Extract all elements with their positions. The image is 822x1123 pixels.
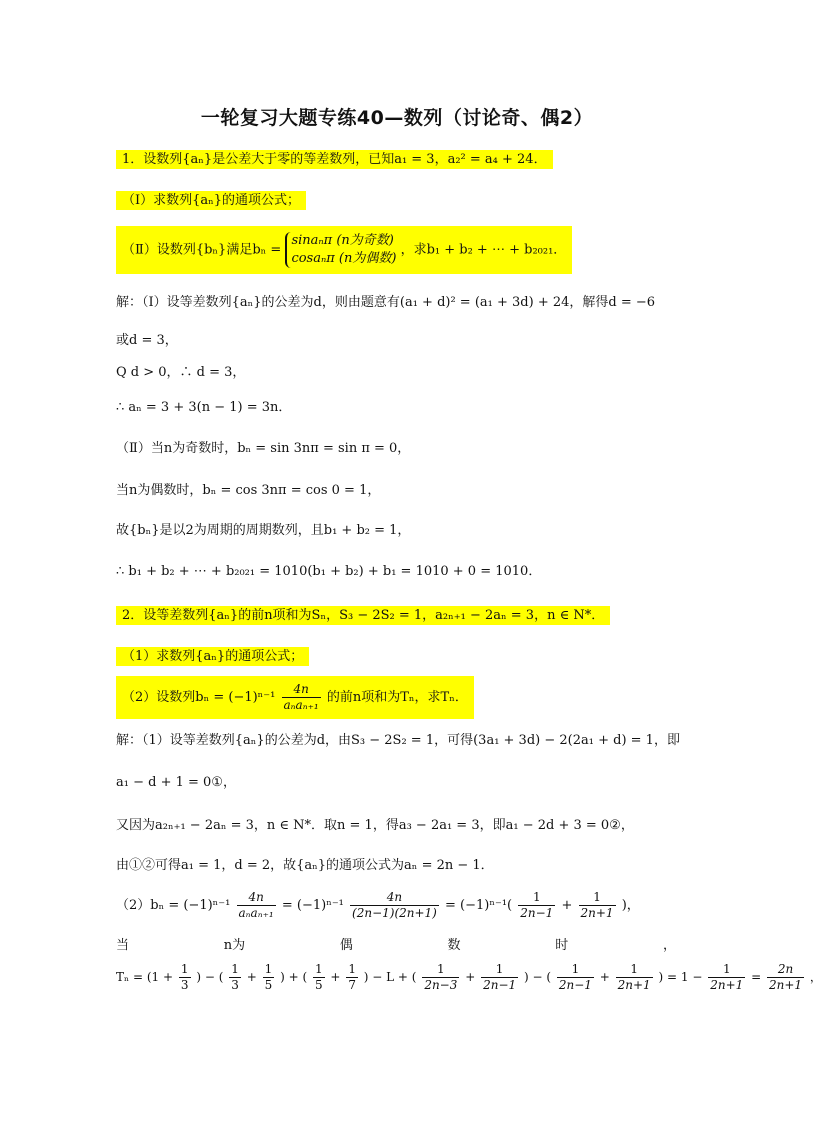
tn-frac-1-den: 3 <box>180 978 189 992</box>
tn-part-2: ) − ( <box>196 970 224 984</box>
tn-frac-9-num: 1 <box>616 962 653 978</box>
q2-sol2-frac4-num: 1 <box>579 890 616 906</box>
q2-sol2-mid2: = (−1)ⁿ⁻¹( <box>445 898 513 913</box>
q2-part2-den: aₙaₙ₊₁ <box>283 698 319 712</box>
q2-sol2-frac2-num: 4n <box>350 890 439 906</box>
q2-part2-prefix: （2）设数列bₙ = (−1)ⁿ⁻¹ <box>122 690 276 705</box>
q1-solution-line-4: ∴ aₙ = 3 + 3(n − 1) = 3n． <box>116 400 292 415</box>
tn-frac-7 <box>481 962 518 993</box>
tn-part-5: + <box>330 970 341 984</box>
q2-sol2-mid1: = (−1)ⁿ⁻¹ <box>281 898 344 913</box>
tn-part-12: ， <box>809 970 822 984</box>
q2-sol2-frac4 <box>579 890 616 921</box>
q2-even-case-line <box>116 935 676 957</box>
even-word-6: ， <box>662 938 676 953</box>
q2-sol2-plus: + <box>561 898 573 913</box>
tn-part-7: + <box>465 970 476 984</box>
q1-stem-text: 1．设数列{aₙ}是公差大于零的等差数列，已知a₁ = 3，a₂² = a₄ + 24． <box>116 150 553 169</box>
tn-part-9: + <box>599 970 610 984</box>
q1-solution-line-1: 解：（Ⅰ）设等差数列{aₙ}的公差为d，则由题意有(a₁ + d)² = (a₁ + 3d) + 24，解得d = −6 <box>116 295 656 310</box>
q2-sol2-end: )， <box>621 898 640 913</box>
q1-case-odd: sinaₙπ (n为奇数) <box>291 233 394 248</box>
even-word-1: 当 <box>116 938 130 953</box>
even-word-4: 数 <box>447 938 461 953</box>
tn-frac-9-den: 2n+1 <box>617 978 651 992</box>
q2-sol2-prefix: （2）bₙ = (−1)ⁿ⁻¹ <box>116 898 231 913</box>
q2-part1 <box>116 646 309 668</box>
q2-solution-part2 <box>116 890 640 921</box>
q2-sol2-frac4-den: 2n+1 <box>580 906 614 920</box>
q1-part2-suffix: ，求b₁ + b₂ + ⋯ + b₂₀₂₁． <box>400 242 567 258</box>
q1-solution-line-8: ∴ b₁ + b₂ + ⋯ + b₂₀₂₁ = 1010(b₁ + b₂) + b₁ = 1010 + 0 = 1010． <box>116 564 542 579</box>
tn-frac-3 <box>263 962 275 993</box>
q2-solution-line-2: a₁ − d + 1 = 0①， <box>116 775 236 790</box>
q2-part2-suffix: 的前n项和为Tₙ，求Tₙ． <box>326 690 468 705</box>
q2-tn-line <box>116 962 822 993</box>
tn-part-11: = <box>751 970 762 984</box>
q2-stem <box>116 605 610 627</box>
tn-frac-5-num: 1 <box>348 962 356 976</box>
even-word-2: n为 <box>223 938 246 953</box>
q2-part1-text: （1）求数列{aₙ}的通项公式； <box>116 647 309 666</box>
q2-stem-text: 2．设等差数列{aₙ}的前n项和为Sₙ，S₃ − 2S₂ = 1，a₂ₙ₊₁ − 2aₙ = 3，n ∈ N*． <box>116 606 610 625</box>
tn-frac-4-den: 5 <box>314 978 323 992</box>
q1-part1 <box>116 190 306 212</box>
tn-frac-6 <box>422 962 459 993</box>
q2-solution-line-3: 又因为a₂ₙ₊₁ − 2aₙ = 3，n ∈ N*．取n = 1，得a₃ − 2a₁ = 3，即a₁ − 2d + 3 = 0②， <box>116 818 634 833</box>
even-word-3: 偶 <box>339 938 353 953</box>
q2-sol2-frac1-den: aₙaₙ₊₁ <box>238 906 274 920</box>
tn-frac-2 <box>229 962 241 993</box>
tn-frac-5 <box>346 962 358 993</box>
q2-sol2-frac2-den: (2n−1)(2n+1) <box>352 906 437 920</box>
tn-part-8: ) − ( <box>523 970 552 984</box>
tn-frac-11-den: 2n+1 <box>769 978 803 992</box>
tn-part-1: Tₙ = (1 + <box>116 970 174 984</box>
q2-part2-box <box>116 676 474 719</box>
tn-frac-7-den: 2n−1 <box>483 978 517 992</box>
tn-frac-4-num: 1 <box>314 962 323 976</box>
q1-solution-line-7: 故{bₙ}是以2为周期的周期数列，且b₁ + b₂ = 1， <box>116 523 411 538</box>
tn-part-10: ) = 1 − <box>658 970 703 984</box>
q2-part2-num: 4n <box>282 682 321 698</box>
tn-frac-11-num: 2n <box>767 962 804 978</box>
q2-sol2-frac3 <box>518 890 555 921</box>
q2-sol2-frac3-num: 1 <box>518 890 555 906</box>
tn-frac-11 <box>767 962 804 993</box>
tn-part-4: ) + ( <box>280 970 308 984</box>
q1-part2-prefix: （Ⅱ）设数列{bₙ}满足bₙ = <box>122 242 282 258</box>
tn-frac-6-den: 2n−3 <box>424 978 458 992</box>
tn-frac-1 <box>179 962 191 993</box>
even-word-5: 时 <box>555 938 569 953</box>
tn-frac-3-num: 1 <box>264 962 273 976</box>
q1-part2 <box>116 226 572 274</box>
tn-frac-2-den: 3 <box>231 978 239 992</box>
q1-solution-line-2: 或d = 3， <box>116 333 178 348</box>
q1-solution-line-5: （Ⅱ）当n为奇数时，bₙ = sin 3nπ = sin π = 0， <box>116 441 411 456</box>
tn-frac-6-num: 1 <box>422 962 459 978</box>
tn-frac-8 <box>557 962 594 993</box>
q2-solution-line-1: 解：（1）设等差数列{aₙ}的公差为d，由S₃ − 2S₂ = 1，可得(3a₁ + 3d) − 2(2a₁ + d) = 1，即 <box>116 733 680 748</box>
q1-case-even: cosaₙπ (n为偶数) <box>291 251 397 266</box>
tn-part-6: ) − L + ( <box>363 970 417 984</box>
q1-cases <box>285 232 396 268</box>
q2-solution-line-4: 由①②可得a₁ = 1，d = 2，故{aₙ}的通项公式为aₙ = 2n − 1． <box>116 858 494 873</box>
q2-part2 <box>116 676 474 719</box>
q2-sol2-frac1 <box>237 890 276 921</box>
q2-sol2-frac1-num: 4n <box>237 890 276 906</box>
page-title: 一轮复习大题专练40—数列（讨论奇、偶2） <box>200 107 594 129</box>
q1-part1-text: （Ⅰ）求数列{aₙ}的通项公式； <box>116 191 306 210</box>
q2-sol2-frac2 <box>350 890 439 921</box>
tn-frac-1-num: 1 <box>180 962 189 976</box>
tn-frac-8-num: 1 <box>557 962 594 978</box>
tn-frac-7-num: 1 <box>481 962 518 978</box>
tn-frac-8-den: 2n−1 <box>558 978 592 992</box>
tn-frac-9 <box>616 962 653 993</box>
q2-sol2-frac3-den: 2n−1 <box>520 906 554 920</box>
tn-frac-10-num: 1 <box>708 962 745 978</box>
q1-solution-line-3: Q d > 0，∴ d = 3， <box>116 365 246 380</box>
tn-part-3: + <box>246 970 257 984</box>
tn-frac-10-den: 2n+1 <box>710 978 744 992</box>
q1-solution-line-6: 当n为偶数时，bₙ = cos 3nπ = cos 0 = 1， <box>116 483 381 498</box>
q2-part2-fraction <box>282 682 321 713</box>
q1-stem <box>116 149 553 171</box>
tn-frac-3-den: 5 <box>264 978 273 992</box>
tn-frac-4 <box>313 962 325 993</box>
tn-frac-2-num: 1 <box>231 962 239 976</box>
tn-frac-5-den: 7 <box>348 978 356 992</box>
tn-frac-10 <box>708 962 745 993</box>
q1-part2-box <box>116 226 572 274</box>
